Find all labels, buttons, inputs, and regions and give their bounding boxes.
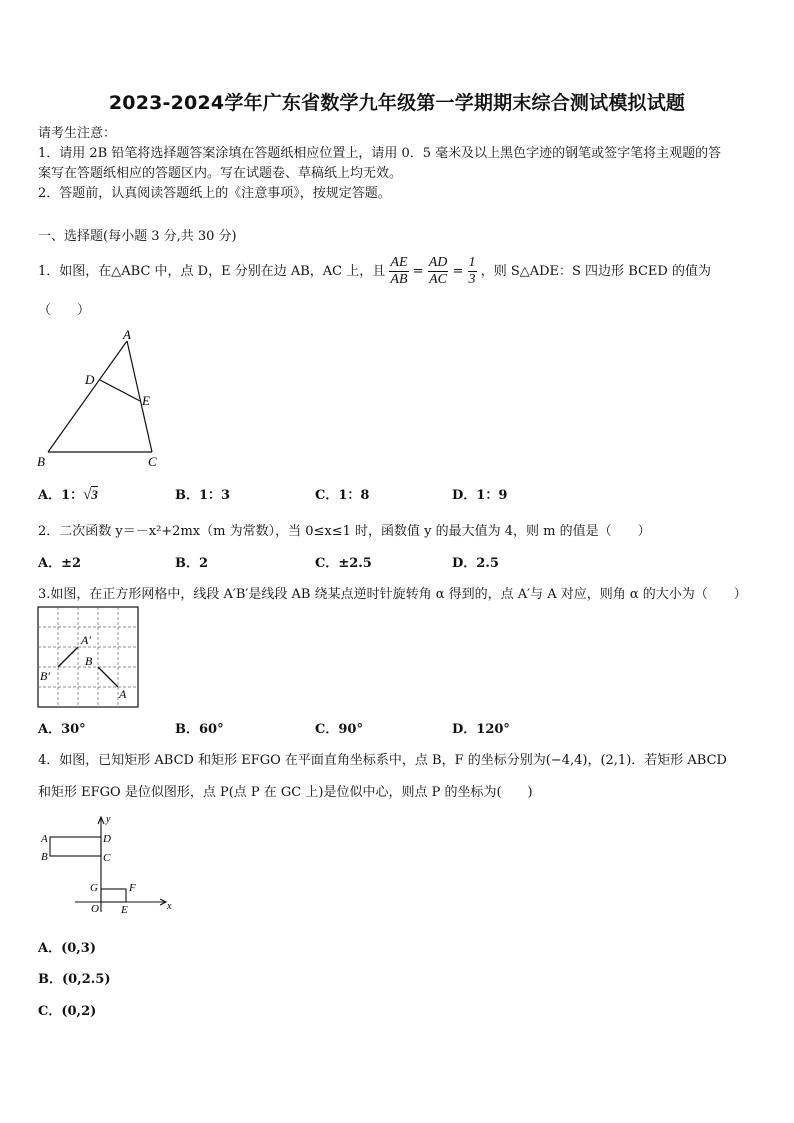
label-a: A [119,687,127,701]
segment-a1-b1 [58,647,78,667]
question-1-text-b: ，则 S△ADE：S 四边形 BCED 的值为 [480,264,711,279]
label-e: E [121,904,128,916]
label-f: F [129,882,136,894]
label-b: B [37,454,45,469]
fraction-ae-ab: $\frac{AE}{AB}$ [390,255,408,287]
label-c: C [148,454,157,469]
question-3-option-d[interactable]: D．120° [452,722,510,737]
label-a-prime: A′ [81,633,91,647]
notice-item-2: 2．答题前，认真阅读答题纸上的《注意事项》，按规定答题。 [38,186,391,201]
rectangle-abcd [50,837,101,856]
question-3-option-c[interactable]: C．90° [315,722,363,737]
question-4-option-c[interactable]: C．(0,2) [38,1004,97,1019]
segment-ab [98,667,118,687]
question-2-option-a[interactable]: A．±2 [38,556,82,571]
question-4-option-a[interactable]: A．(0,3) [38,941,97,956]
question-1-option-c[interactable]: C．1：8 [315,488,370,503]
square-grid-figure [37,606,140,709]
question-2-option-b[interactable]: B．2 [175,556,209,571]
coordinate-rectangles-figure [35,812,175,917]
fraction-one-third: $\frac{1}{3}$ [468,255,476,287]
label-a: A [123,327,131,342]
fraction-ad-ac: $\frac{AD}{AC}$ [428,255,448,287]
question-1-text-a: 1．如图，在△ABC 中，点 D，E 分别在边 AB，AC 上，且 [38,264,386,279]
question-4-stem-line-2: 和矩形 EFGO 是位似图形，点 P(点 P 在 GC 上)是位似中心，则点 P 的坐标为( ) [38,785,533,800]
question-3-stem: 3.如图，在正方形网格中，线段 A′B′是线段 AB 绕某点逆时针旋转角 α 得到的，点 A′与 A 对应，则角 α 的大小为（ ） [38,587,747,602]
label-e: E [142,393,150,408]
rectangle-efgo [101,889,126,902]
question-1-option-a[interactable]: A．1：√3 [38,487,98,503]
notice-item-1-line-1: 1．请用 2B 铅笔将选择题答案涂填在答题纸相应位置上，请用 0．5 毫米及以上黑色字迹的钢笔或签字笔将主观题的答 [38,146,722,161]
triangle-abc-figure [30,326,170,471]
label-b: B [41,851,48,863]
side-ab [48,341,127,452]
notice-item-1-line-2: 案写在答题纸相应的答题区内。写在试题卷、草稿纸上均无效。 [38,166,403,181]
label-g: G [90,882,98,894]
label-a: A [41,833,48,845]
section-heading: 一、选择题(每小题 3 分,共 30 分) [38,229,237,244]
segment-de [100,380,140,401]
label-d: D [103,833,111,845]
question-3-option-b[interactable]: B．60° [175,722,224,737]
label-o: O [91,903,99,915]
question-1-option-d[interactable]: D．1：9 [452,488,508,503]
question-4-option-b[interactable]: B．(0,2.5) [38,972,111,987]
label-c: C [103,852,111,864]
question-2-option-c[interactable]: C．±2.5 [315,556,372,571]
question-4-stem-line-1: 4．如图，已知矩形 ABCD 和矩形 EFGO 在平面直角坐标系中，点 B，F 的坐标分别为(−4,4)，(2,1)．若矩形 ABCD [38,753,727,768]
question-3-option-a[interactable]: A．30° [38,722,86,737]
question-1-option-b[interactable]: B．1：3 [175,488,231,503]
question-1-answer-paren: （ ） [38,303,91,318]
question-1-stem: 1．如图，在△ABC 中，点 D，E 分别在边 AB，AC 上，且 $\frac{AE}{AB}$ = $\frac{AD}{AC}$ = $\frac{1}{3}$ ，则 S△ADE：S 四边形 BCED 的值为 [38,255,711,287]
question-2-stem: 2．二次函数 y＝－x²+2mx（m 为常数），当 0≤x≤1 时，函数值 y 的最大值为 4，则 m 的值是（ ） [38,524,651,539]
label-b-prime: B′ [40,669,50,683]
question-2-option-d[interactable]: D．2.5 [452,556,499,571]
notice-heading: 请考生注意： [38,126,117,141]
label-x: x [167,901,172,912]
label-b: B [85,654,93,668]
label-d: D [85,372,95,387]
page-title: 2023-2024学年广东省数学九年级第一学期期末综合测试模拟试题 [108,92,686,114]
label-y: y [106,814,111,825]
